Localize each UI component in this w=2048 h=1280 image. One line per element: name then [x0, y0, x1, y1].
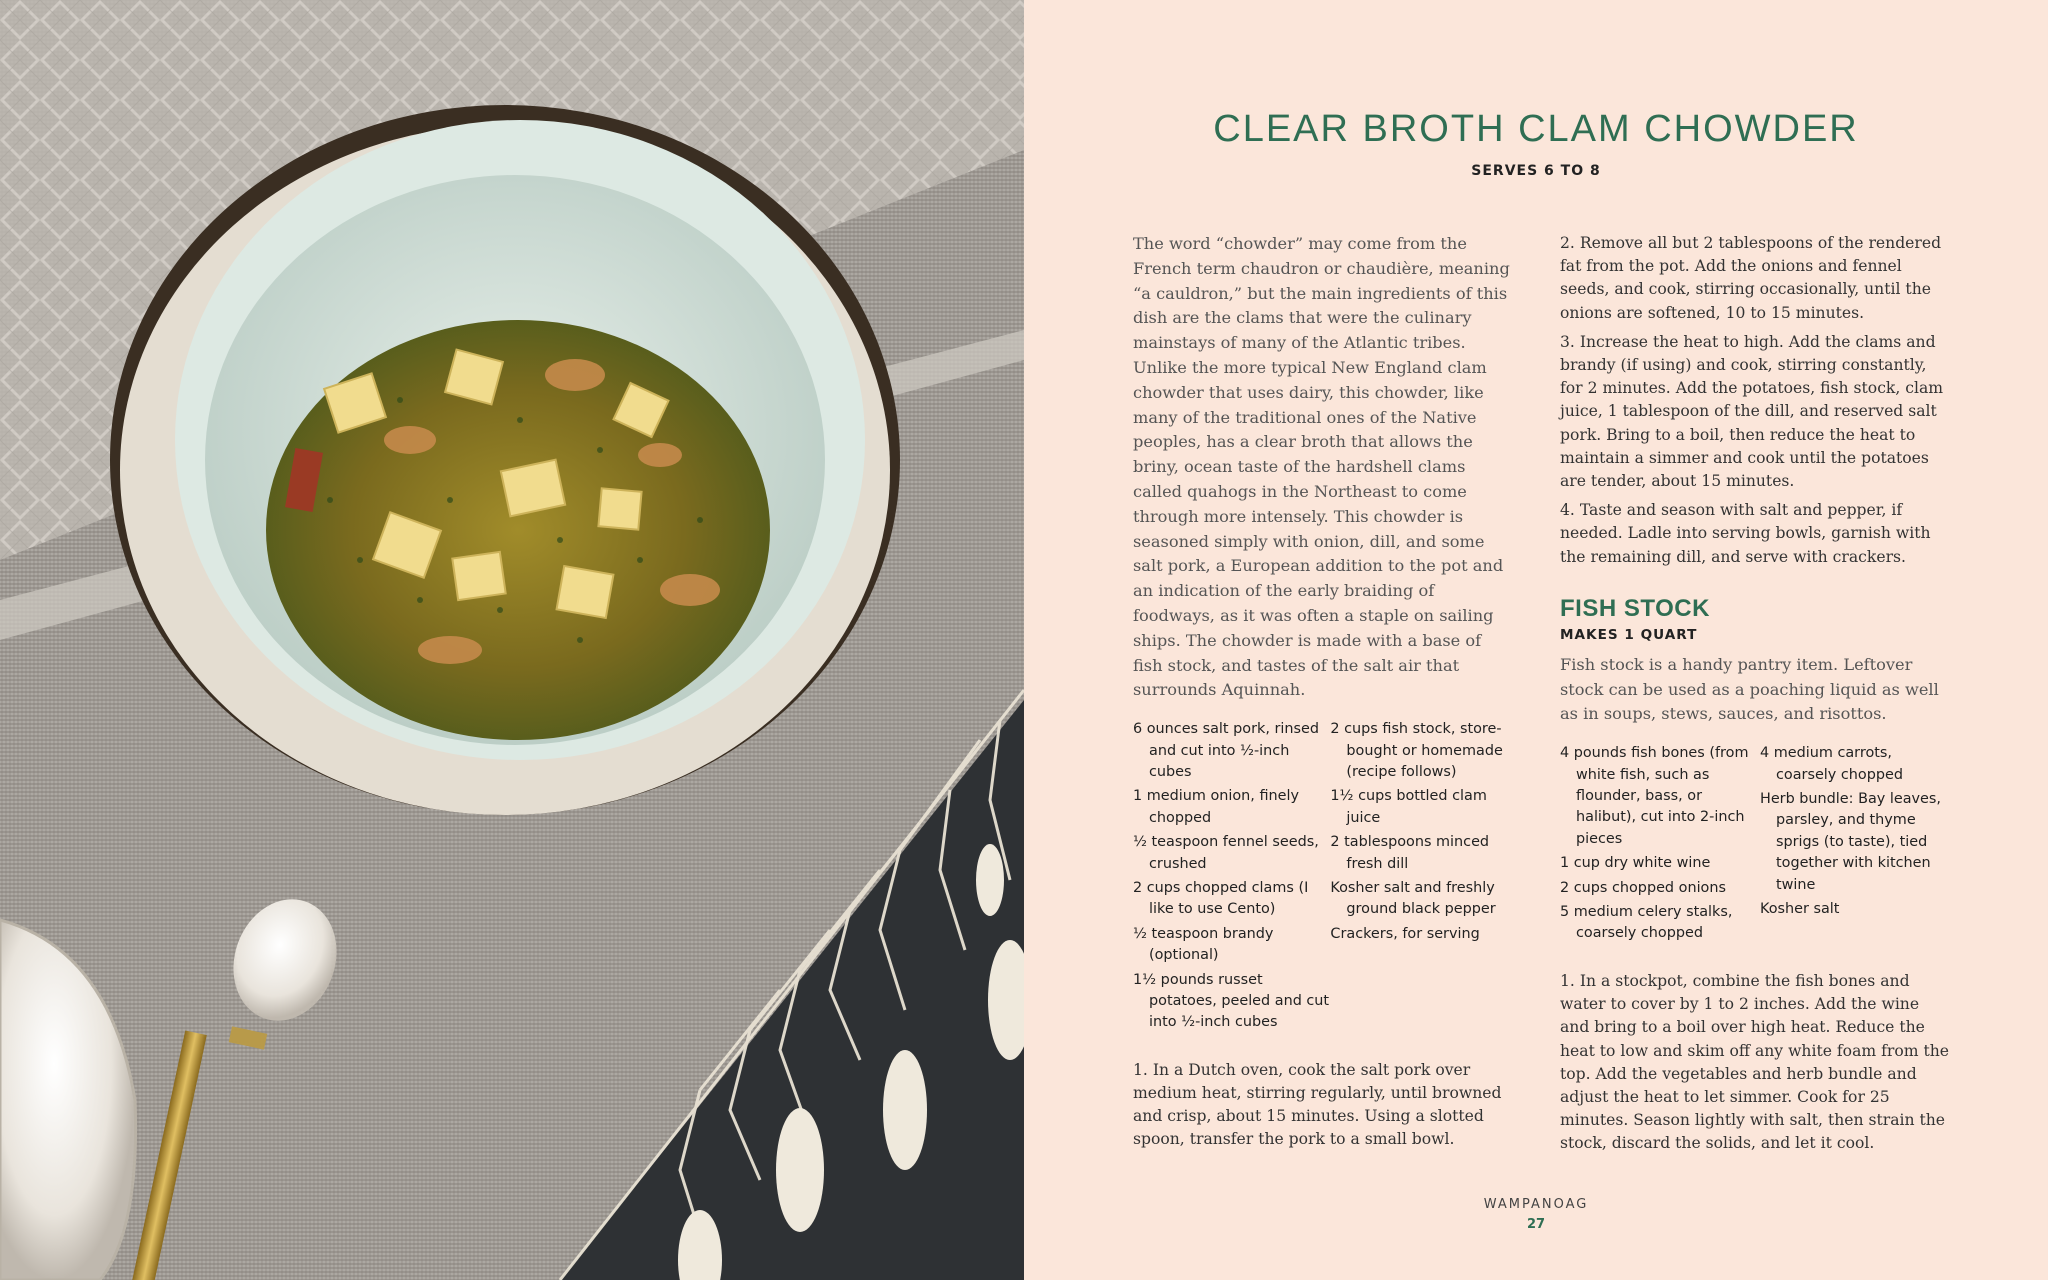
ingredient-item: 1 cup dry white wine	[1560, 855, 1711, 872]
recipe-title: CLEAR BROTH CLAM CHOWDER	[1213, 108, 1859, 150]
recipe-column-left	[1133, 232, 1513, 1158]
fish-stock-step-1: 1. In a stockpot, combine the fish bones and water to cover by 1 to 2 inches. Add the wine and bring to a boil over high heat. Reduce the heat to low and skim off any white foam from the top. Add the vegetables and herb bundle and adjust the heat to let simmer. Cook for 25 minutes. Season lightly with salt, then strain the stock, discard the solids, and let it cool.	[1560, 971, 1949, 1153]
ingredient-item: 2 cups chopped onions	[1560, 879, 1726, 896]
ingredient-item: Kosher salt and freshly ground black pepper	[1330, 879, 1496, 918]
recipe-column-right	[1560, 232, 1950, 1162]
ingredient-item: 2 cups chopped clams (I like to use Cento)	[1133, 879, 1309, 918]
fish-stock-ingredients	[1560, 743, 1950, 948]
fish-stock-intro: Fish stock is a handy pantry item. Leftover stock can be used as a poaching liquid as well as in soups, stews, sauces, and risottos.	[1560, 654, 1939, 724]
stock-ingredients-column-1	[1560, 743, 1760, 948]
recipe-step-3: 3. Increase the heat to high. Add the clams and brandy (if using) and cook, stirring constantly, for 2 minutes. Add the potatoes, fish stock, clam juice, 1 tablespoon of the dill, and reserved salt pork. Bring to a boil, then reduce the heat to maintain a simmer and cook until the potatoes are tender, about 15 minutes.	[1560, 332, 1944, 491]
ingredient-item: 4 medium carrots, coarsely chopped	[1760, 745, 1903, 783]
page-number: 27	[1526, 1217, 1546, 1232]
chapter-label: WAMPANOAG	[1483, 1197, 1589, 1212]
ingredient-item: Crackers, for serving	[1330, 925, 1480, 942]
ingredient-item: 5 medium celery stalks, coarsely chopped	[1560, 904, 1733, 942]
ingredient-item: ½ teaspoon fennel seeds, crushed	[1133, 834, 1319, 872]
ingredients-column-2	[1330, 719, 1513, 1037]
ingredient-item: 1½ pounds russet potatoes, peeled and cut into ½-inch cubes	[1133, 971, 1330, 1031]
ingredients-column-1	[1133, 719, 1330, 1037]
fish-stock-title: FISH STOCK	[1560, 594, 1710, 622]
ingredient-item: ½ teaspoon brandy (optional)	[1133, 925, 1274, 964]
ingredient-item: 6 ounces salt pork, rinsed and cut into ½-inch cubes	[1133, 721, 1320, 780]
stock-ingredients-column-2	[1760, 743, 1945, 948]
ingredient-item: 4 pounds fish bones (from white fish, such as flounder, bass, or halibut), cut into 2-inch pieces	[1560, 745, 1749, 847]
ingredient-item: Kosher salt	[1760, 901, 1840, 918]
recipe-ingredients	[1133, 719, 1513, 1037]
ingredient-item: Herb bundle: Bay leaves, parsley, and thyme sprigs (to taste), tied together with kitchen twine	[1760, 791, 1941, 893]
recipe-page	[1024, 0, 2048, 1280]
ingredient-item: 1 medium onion, finely chopped	[1133, 788, 1299, 826]
fish-stock-yield: MAKES 1 QUART	[1560, 626, 1698, 643]
recipe-intro: The word “chowder” may come from the French term chaudron or chaudière, meaning “a cauldron,” but the main ingredients of this dish are the clams that were the culinary mainstays of many of the Atlantic tribes. Unlike the more typical New England clam chowder that uses dairy, this chowder, like many of the traditional ones of the Native peoples, has a clear broth that allows the briny, ocean taste of the hardshell clams called quahogs in the Northeast to come through more intensely. This chowder is seasoned simply with onion, dill, and some salt pork, a European addition to the pot and an indication of the early braiding of foodways, as it was often a staple on sailing ships. The chowder is made with a base of fish stock, and tastes of the salt air that surrounds Aquinnah.	[1133, 234, 1510, 700]
ingredient-item: 2 cups fish stock, store-bought or homemade (recipe follows)	[1330, 721, 1503, 780]
ingredient-item: 2 tablespoons minced fresh dill	[1330, 834, 1490, 872]
recipe-step-4: 4. Taste and season with salt and pepper, if needed. Ladle into serving bowls, garnish with the remaining dill, and serve with crackers.	[1560, 501, 1931, 566]
ingredient-item: 1½ cups bottled clam juice	[1330, 788, 1487, 826]
recipe-step-2: 2. Remove all but 2 tablespoons of the rendered fat from the pot. Add the onions and fennel seeds, and cook, stirring occasionally, until the onions are softened, 10 to 15 minutes.	[1560, 234, 1942, 322]
recipe-step-1: 1. In a Dutch oven, cook the salt pork over medium heat, stirring regularly, until browned and crisp, about 15 minutes. Using a slotted spoon, transfer the pork to a small bowl.	[1133, 1060, 1502, 1149]
recipe-serves: SERVES 6 TO 8	[1471, 163, 1601, 179]
